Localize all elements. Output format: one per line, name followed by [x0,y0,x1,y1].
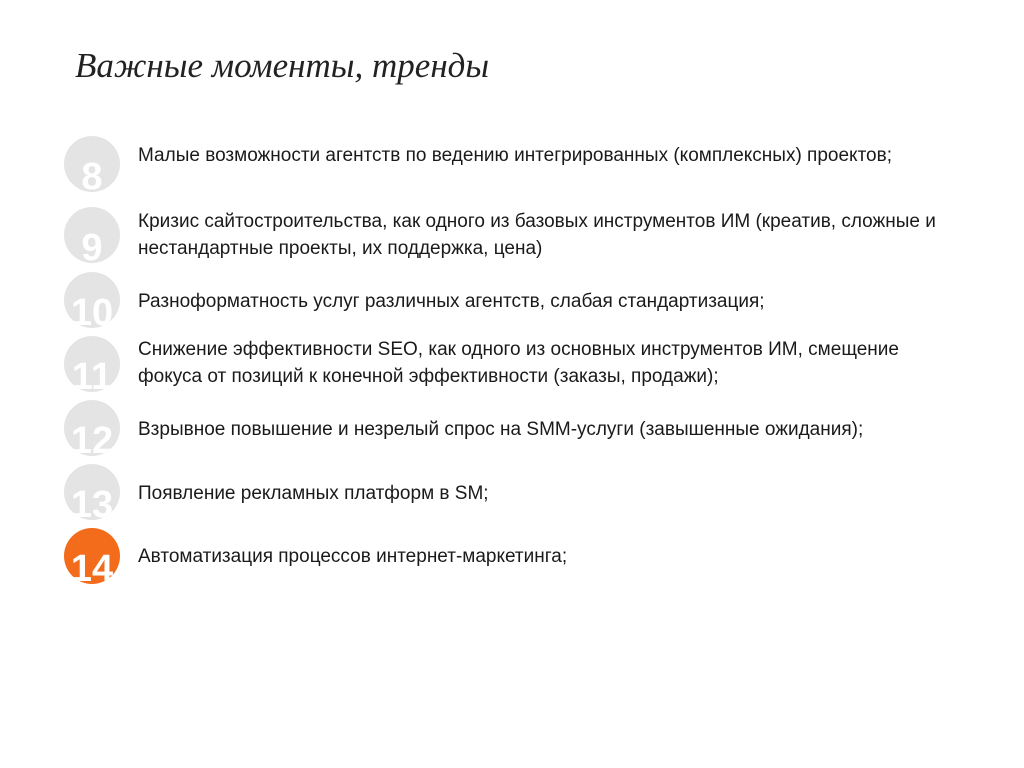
item-text: Кризис сайтостроительства, как одного из базовых инструментов ИМ (креатив, сложные и нестандартные проекты, их поддержка, цена) [138,211,936,259]
number-badge-active [64,528,120,584]
item-text: Взрывное повышение и незрелый спрос на SMM-услуги (завышенные ожидания); [138,419,864,440]
item-text: Появление рекламных платформ в SM; [138,483,489,504]
badge-number: 14 [70,548,114,584]
item-text: Малые возможности агентств по ведению интегрированных (комплексных) проектов; [138,145,892,166]
number-badge [64,136,120,192]
number-badge [64,400,120,456]
number-badge [64,272,120,328]
badge-number: 10 [70,292,114,328]
item-text: Разноформатность услуг различных агентств, слабая стандартизация; [138,291,765,312]
number-badge [64,336,120,392]
item-text: Снижение эффективности SEO, как одного из основных инструментов ИМ, смещение фокуса от позиций к конечной эффективности (заказы, продажи); [138,339,899,387]
badge-number: 13 [70,484,114,520]
number-badge [64,464,120,520]
badge-number: 12 [70,420,114,456]
slide-title: Важные моменты, тренды [75,46,490,85]
item-text: Автоматизация процессов интернет-маркетинга; [138,546,568,567]
number-badge [64,207,120,263]
badge-number: 8 [81,156,103,192]
badge-number: 11 [71,356,113,392]
badge-number: 9 [81,227,103,263]
